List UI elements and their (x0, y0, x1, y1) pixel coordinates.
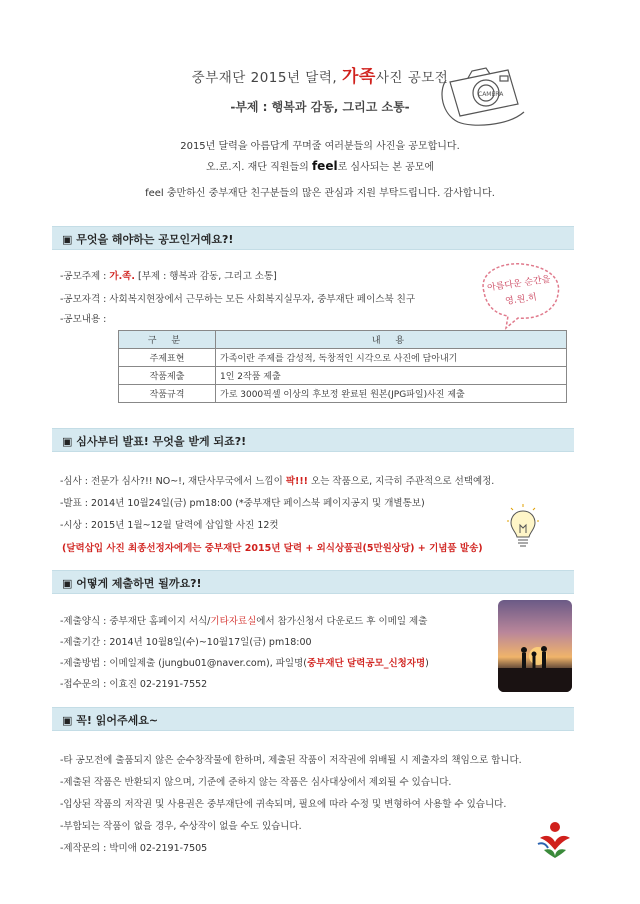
section-3-title: ▣ 어떻게 제출하면 될까요?! (62, 577, 202, 590)
table-cell: 가로 3000픽셀 이상의 후보정 완료된 원본(JPG파일)사진 제출 (216, 385, 567, 403)
table-row (119, 367, 567, 385)
table-cell: 작품제출 (119, 367, 216, 385)
judge-prefix: -심사 : 전문가 심사?!! NO~!, 재단사무국에서 느낌이 (60, 476, 286, 487)
table-cell: 주제표현 (119, 349, 216, 367)
intro-line-1: 2015년 달력을 아름답게 꾸며줄 여러분들의 사진을 공모합니다. (180, 141, 460, 152)
notice-line-2: -제출된 작품은 반환되지 않으며, 기준에 준하지 않는 작품은 심사대상에서 제외될 수 있습니다. (60, 777, 452, 788)
form-highlight: 기타자료실 (210, 616, 257, 627)
camera-icon (438, 52, 530, 130)
award-line: -시상 : 2015년 1월~12월 달력에 삽입할 사진 12컷 (60, 520, 279, 531)
contest-content-table (118, 330, 567, 403)
table-row (119, 349, 567, 367)
speech-bubble-stamp (472, 258, 568, 334)
contact-line: -접수문의 : 이효진 02-2191-7552 (60, 679, 208, 690)
section-2-header (52, 428, 574, 452)
section-4-header (52, 707, 574, 731)
family-silhouette-photo (498, 600, 572, 692)
form-line (60, 613, 427, 627)
method-prefix: -제출방법 : 이메일제출 (jungbu01@naver.com), 파일명( (60, 658, 307, 669)
table-row (119, 385, 567, 403)
notice-line-1: -타 공모전에 출품되지 않은 순수창작물에 한하며, 제출된 작품이 저작권에 위배될 시 제출자의 책임으로 합니다. (60, 755, 522, 766)
section-2-title: ▣ 심사부터 발표! 무엇을 받게 되죠?! (62, 435, 247, 448)
section-1-title: ▣ 무엇을 해야하는 공모인거예요?! (62, 233, 234, 246)
notice-line-4: -부합되는 작품이 없을 경우, 수상작이 없을 수도 있습니다. (60, 821, 302, 832)
table-header-row (119, 331, 567, 349)
method-suffix: ) (425, 658, 429, 669)
content-label: -공모내용 : (60, 314, 107, 325)
stamp-line-2: 영.원.히 (504, 292, 538, 308)
judge-highlight: 팍!!! (285, 476, 308, 487)
intro-2-bold: feel (311, 159, 338, 173)
table-cell: 가족이란 주제를 감성적, 독창적인 시각으로 사진에 담아내기 (216, 349, 567, 367)
theme-suffix: [부제 : 행복과 감동, 그리고 소통] (134, 271, 277, 282)
theme-prefix: -공모주제 : (60, 271, 110, 282)
judge-suffix: 오는 작품으로, 지극히 주관적으로 선택예정. (308, 476, 495, 487)
notice-line-5: -제작문의 : 박미애 02-2191-7505 (60, 843, 208, 854)
period-line: -제출기간 : 2014년 10월8일(수)~10월17일(금) pm18:00 (60, 637, 312, 648)
intro-line-3: feel 충만하신 중부재단 친구분들의 많은 관심과 지원 부탁드립니다. 감사합니다. (145, 188, 495, 199)
form-suffix: 에서 참가신청서 다운로드 후 이메일 제출 (256, 616, 428, 627)
table-cell: 작품규격 (119, 385, 216, 403)
table-header-cell: 내 용 (216, 331, 567, 349)
svg-text:CAMERA: CAMERA (478, 91, 504, 98)
poster-title (0, 62, 640, 87)
jungbu-foundation-logo (536, 820, 574, 860)
notice-line-3: -입상된 작품의 저작권 및 사용권은 중부재단에 귀속되며, 필요에 따라 수정 및 변형하여 사용할 수 있습니다. (60, 799, 507, 810)
intro-2-prefix: 오.로.지. 재단 직원들의 (205, 162, 312, 173)
announce-line: -발표 : 2014년 10월24일(금) pm18:00 (*중부재단 페이스북 페이지공지 및 개별통보) (60, 498, 425, 509)
lightbulb-icon (506, 503, 540, 549)
form-prefix: -제출양식 : 중부재단 홈페이지 서식/ (60, 616, 211, 627)
eligibility-line: -공모자격 : 사회복지현장에서 근무하는 모든 사회복지실무자, 중부재단 페이스북 친구 (60, 294, 416, 305)
theme-line (60, 268, 277, 282)
table-header-cell: 구 분 (119, 331, 216, 349)
section-1-header (52, 226, 574, 250)
intro-line-2 (0, 158, 640, 173)
stamp-line-1: 아름다운 순간을 (486, 274, 552, 294)
section-3-header (52, 570, 574, 594)
title-prefix: 중부재단 2015년 달력, (191, 70, 342, 86)
table-cell: 1인 2작품 제출 (216, 367, 567, 385)
intro-2-suffix: 로 심사되는 본 공모에 (337, 162, 435, 173)
theme-highlight: 가.족. (109, 271, 135, 282)
section-4-title: ▣ 꼭! 읽어주세요~ (62, 714, 159, 727)
title-highlight: 가족 (341, 67, 376, 87)
judge-line (60, 473, 494, 487)
title-suffix: 사진 공모전 (375, 70, 449, 86)
method-line (60, 655, 429, 669)
poster-subtitle: -부제 : 행복과 감동, 그리고 소통- (230, 100, 410, 114)
method-highlight: 중부재단 달력공모_신청자명 (306, 658, 426, 669)
award-note: (달력삽입 사진 최종선정자에게는 중부재단 2015년 달력 + 외식상품권(5만원상당) + 기념품 발송) (62, 543, 483, 554)
